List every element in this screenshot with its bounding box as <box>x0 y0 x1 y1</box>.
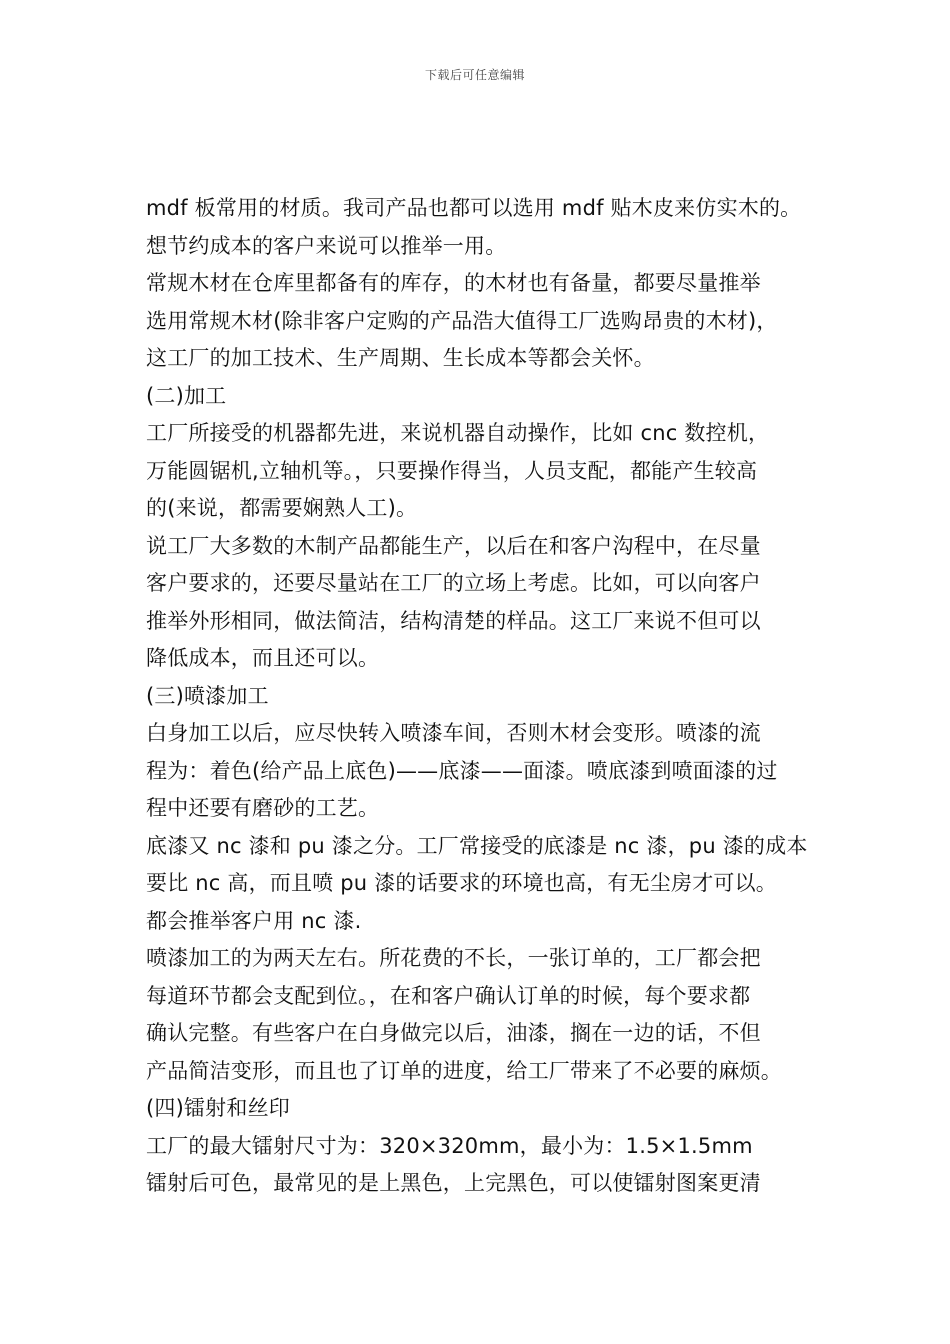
page-header: 下载后可任意编辑 <box>424 68 525 82</box>
text-line: 都会推举客户用 nc 漆. <box>146 908 362 933</box>
text-line: 程中还要有磨砂的工艺。 <box>146 796 380 820</box>
section-heading: (二)加工 <box>146 383 227 408</box>
section-heading: (四)镭射和丝印 <box>146 1096 290 1120</box>
section-heading: (三)喷漆加工 <box>146 683 269 708</box>
text-line: 产品简洁变形，而且也了订单的进度，给工厂带来了不必要的麻烦。 <box>146 1058 782 1083</box>
text-line: mdf 板常用的材质。我司产品也都可以选用 mdf 贴木皮来仿实木的。 <box>146 196 802 220</box>
text-line: 的(来说，都需要娴熟人工)。 <box>146 496 418 520</box>
text-line: 想节约成本的客户来说可以推举一用。 <box>146 233 507 258</box>
text-line: 万能圆锯机,立轴机等。，只要操作得当，人员支配，都能产生较高 <box>146 458 758 483</box>
text-line: 确认完整。有些客户在白身做完以后，油漆，搁在一边的话，不但 <box>146 1021 761 1045</box>
text-line: 这工厂的加工技术、生产周期、生长成本等都会关怀。 <box>146 346 655 370</box>
text-line: 喷漆加工的为两天左右。所花费的不长，一张订单的，工厂都会把 <box>146 946 761 970</box>
text-line: 程为：着色(给产品上底色)——底漆——面漆。喷底漆到喷面漆的过 <box>146 758 778 783</box>
text-line: 说工厂大多数的木制产品都能生产，以后在和客户沟程中，在尽量 <box>146 533 761 558</box>
text-line: 选用常规木材(除非客户定购的产品浩大值得工厂选购昂贵的木材)， <box>146 308 778 333</box>
text-line: 底漆又 nc 漆和 pu 漆之分。工厂常接受的底漆是 nc 漆，pu 漆的成本 <box>146 833 808 858</box>
text-line: 工厂所接受的机器都先进，来说机器自动操作，比如 cnc 数控机， <box>146 421 770 445</box>
document-body <box>146 190 836 1203</box>
text-line: 镭射后可色，最常见的是上黑色，上完黑色，可以使镭射图案更清 <box>146 1171 761 1195</box>
text-line: 工厂的最大镭射尺寸为：320×320mm，最小为：1.5×1.5mm <box>146 1133 753 1158</box>
text-line: 白身加工以后，应尽快转入喷漆车间，否则木材会变形。喷漆的流 <box>146 721 761 745</box>
text-line: 推举外形相同，做法简洁，结构清楚的样品。这工厂来说不但可以 <box>146 608 761 633</box>
text-line: 客户要求的，还要尽量站在工厂的立场上考虑。比如，可以向客户 <box>146 571 761 595</box>
text-line: 每道环节都会支配到位。，在和客户确认订单的时候，每个要求都 <box>146 983 751 1008</box>
text-line: 降低成本，而且还可以。 <box>146 646 380 670</box>
text-line: 常规木材在仓库里都备有的库存，的木材也有备量，都要尽量推举 <box>146 271 761 295</box>
text-line: 要比 nc 高，而且喷 pu 漆的话要求的环境也高，有无尘房才可以。 <box>146 871 777 895</box>
